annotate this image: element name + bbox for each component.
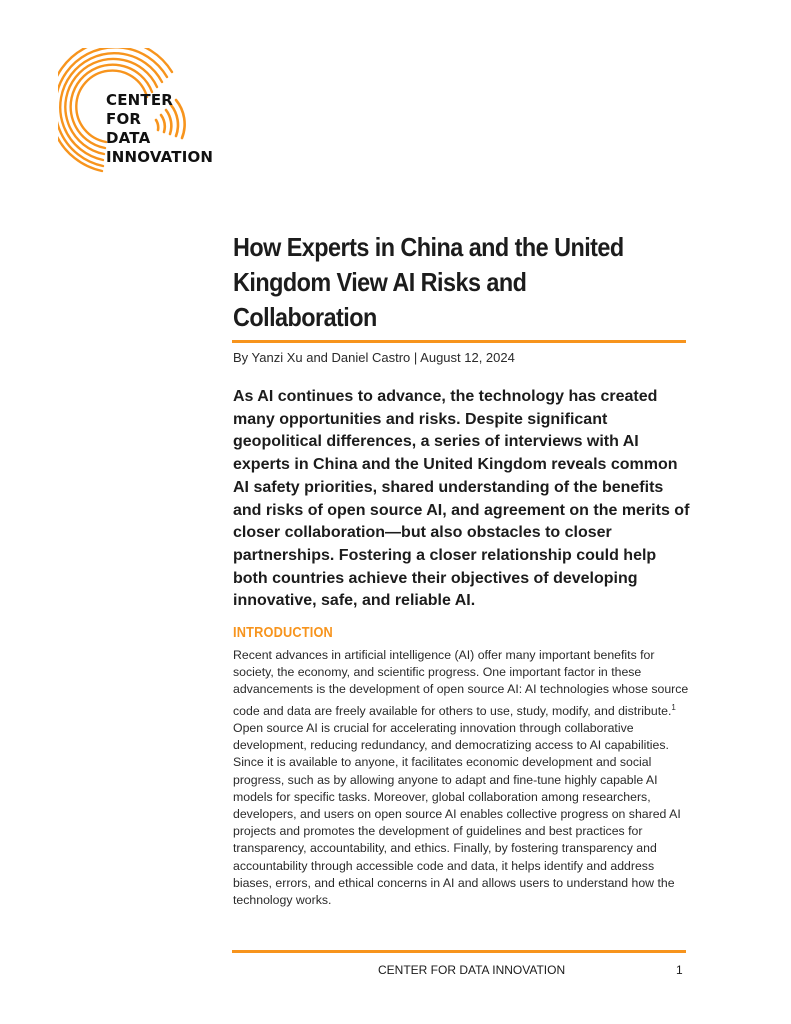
title-divider: [232, 340, 686, 343]
lede-paragraph: As AI continues to advance, the technology has created many opportunities and risks. Despite significant geopolitical differences, a series of interviews with AI experts in China and the United Kingdom reveals common AI safety priorities, shared understanding of the benefits and risks of open source AI, and agreement on the merits of closer collaboration—but also obstacles to closer partnerships. Fostering a closer relationship could help both countries achieve their objectives of developing innovative, safe, and reliable AI.: [233, 388, 690, 610]
logo-line-center: CENTER: [106, 91, 174, 109]
logo-line-data: DATA: [106, 129, 151, 147]
footer-divider: [232, 950, 686, 953]
logo-line-innovation: INNOVATION: [106, 148, 214, 166]
page-number: 1: [676, 963, 683, 977]
footnote-marker[interactable]: 1: [671, 702, 676, 712]
report-title: How Experts in China and the United Kingdom View AI Risks and Collaboration: [233, 232, 624, 332]
introduction-text-part-2: Open source AI is crucial for accelerating innovation through collaborative development, reducing redundancy, and democratizing access to AI capabilities. Since it is available to anyone, it facilitates economic development and social progress, such as by allowing anyone to adapt and fine-tune highly capable AI models for specific tasks. Moreover, global collaboration among researchers, developers, and users on open source AI enables collective progress on shared AI projects and promotes the development of guidelines and best practices for transparency, accountability, and ethics. Finally, by fostering transparency and accountability through accessible code and data, it helps identify and address biases, errors, and ethical concerns in AI and allows users to understand how the technology works.: [233, 720, 681, 907]
introduction-paragraph: [233, 647, 689, 909]
center-for-data-innovation-logo: [58, 48, 233, 178]
logo-wordmark: [106, 91, 213, 167]
introduction-text-part-1: Recent advances in artificial intelligence (AI) offer many important benefits for society, the economy, and scientific progress. One important factor in these advancements is the development of open source AI: AI technologies whose source code and data are freely available for others to use, study, modify, and distribute.: [233, 648, 689, 718]
logo-line-for: FOR: [106, 110, 142, 128]
introduction-heading: INTRODUCTION: [233, 625, 333, 641]
byline: By Yanzi Xu and Daniel Castro | August 12, 2024: [233, 350, 515, 365]
footer-organization: CENTER FOR DATA INNOVATION: [378, 963, 566, 977]
